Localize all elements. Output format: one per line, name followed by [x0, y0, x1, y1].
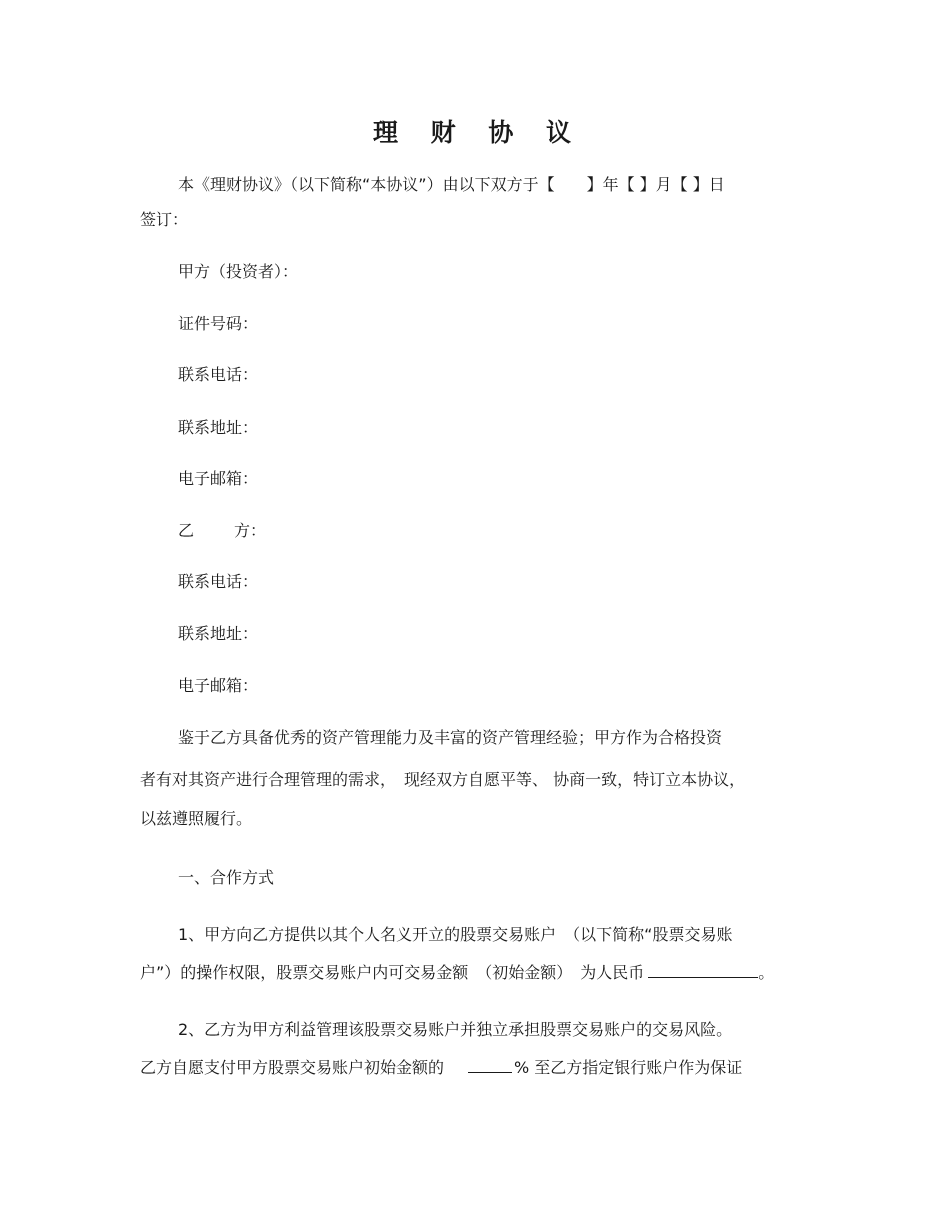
- party-a-phone-label: 联系电话：: [178, 365, 259, 384]
- amount-blank: [648, 963, 758, 978]
- clause-2-line-2-start: 乙方自愿支付甲方股票交易账户初始金额的: [140, 1058, 445, 1077]
- party-a-email-label: 电子邮箱：: [178, 469, 259, 488]
- party-b-address-label: 联系地址：: [178, 624, 259, 643]
- intro-line-2: 签订：: [140, 210, 189, 229]
- party-a-heading: 甲方（投资者）：: [178, 262, 299, 281]
- party-b-email-label: 电子邮箱：: [178, 676, 259, 695]
- preamble-line-1: 鉴于乙方具备优秀的资产管理能力及丰富的资产管理经验；甲方作为合格投资: [178, 728, 723, 747]
- party-b-heading: [178, 520, 266, 542]
- document-title: 理 财 协 议: [372, 118, 584, 147]
- clause-2-line-2: [140, 1057, 742, 1079]
- party-a-address-label: 联系地址：: [178, 418, 259, 437]
- clause-2-line-2-end: % 至乙方指定银行账户作为保证: [514, 1058, 743, 1077]
- party-b-heading-left: 乙: [178, 521, 195, 540]
- party-b-heading-right: 方：: [234, 521, 267, 540]
- clause-1-line-1: 1、甲方向乙方提供以其个人名义开立的股票交易账户 （以下简称“股票交易账: [178, 925, 733, 944]
- section-1-heading: 一、合作方式: [178, 868, 275, 887]
- clause-1-line-2-end: 。: [758, 963, 775, 982]
- party-a-id-label: 证件号码：: [178, 314, 259, 333]
- percent-blank: [468, 1058, 512, 1073]
- party-b-phone-label: 联系电话：: [178, 572, 259, 591]
- clause-2-line-1: 2、乙方为甲方利益管理该股票交易账户并独立承担股票交易账户的交易风险。: [178, 1020, 733, 1039]
- intro-line-1: 本《理财协议》（以下简称“本协议”）由以下双方于【 】年【 】月【 】日: [178, 175, 725, 194]
- clause-1-line-2-text: 户”）的操作权限，股票交易账户内可交易金额 （初始金额） 为人民币: [140, 963, 645, 982]
- preamble-line-3: 以兹遵照履行。: [140, 809, 253, 828]
- clause-1-line-2: [140, 962, 774, 984]
- preamble-line-2: 者有对其资产进行合理管理的需求， 现经双方自愿平等、 协商一致，特订立本协议，: [140, 770, 746, 789]
